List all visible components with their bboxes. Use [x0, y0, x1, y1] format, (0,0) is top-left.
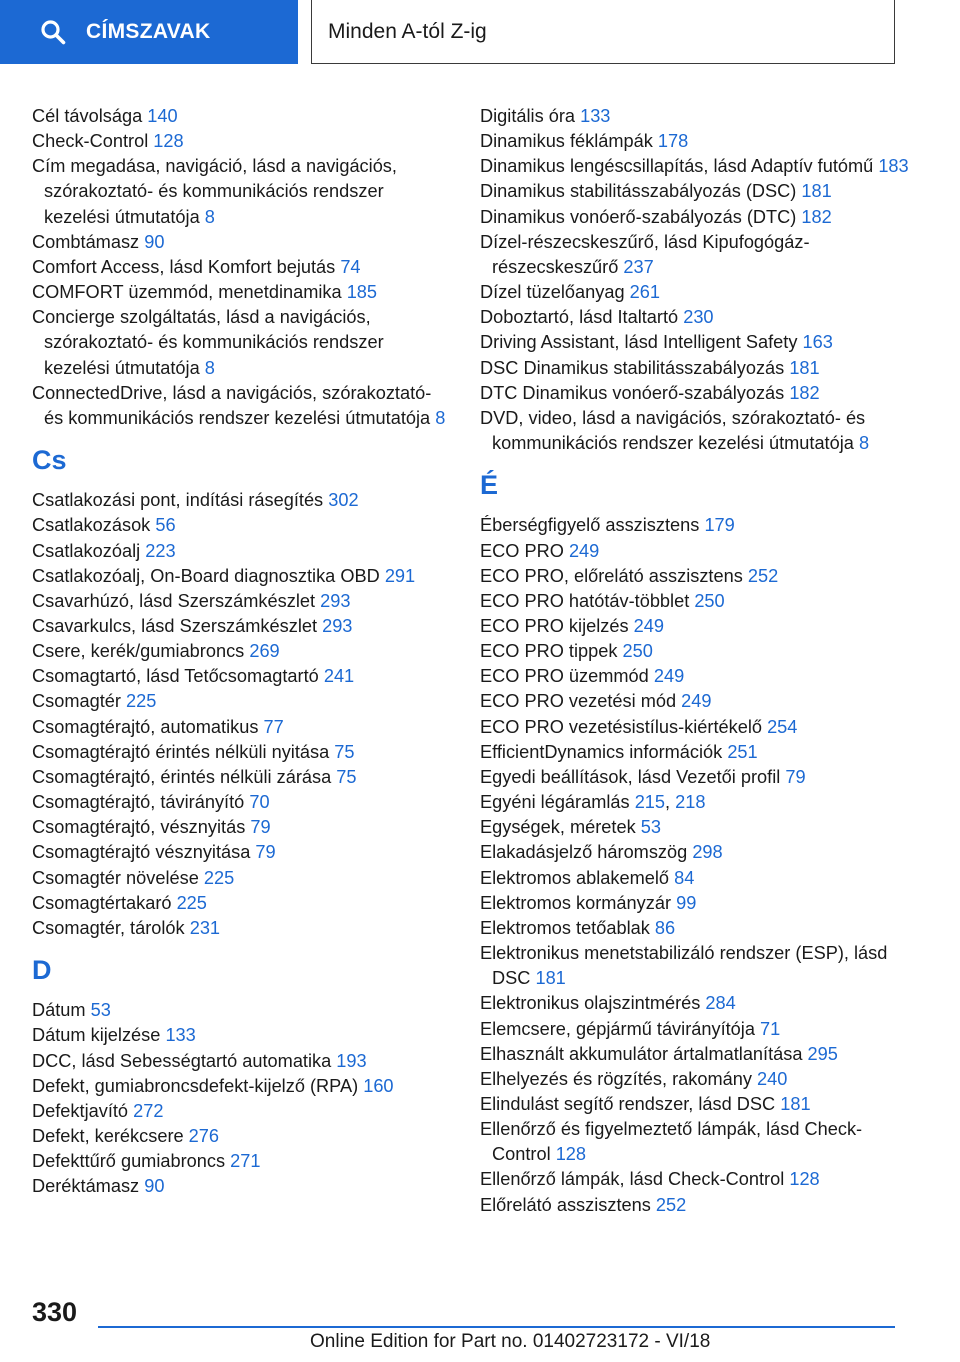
- index-entry-term: Driving Assistant, lásd Intelligent Safety: [480, 332, 803, 353]
- index-entry-term: Csomagtérajtó, automatikus: [32, 716, 264, 737]
- page-link[interactable]: 225: [126, 691, 157, 712]
- index-entry-term: EfficientDynamics információk: [480, 741, 728, 762]
- index-entry-term: Egyedi beállítások, lásd Vezetői profil: [480, 766, 786, 787]
- tab-a-to-z[interactable]: [311, 0, 895, 64]
- index-entry: [480, 564, 910, 589]
- page-link[interactable]: 128: [555, 1144, 587, 1165]
- index-entry-term: ECO PRO tippek: [480, 641, 623, 662]
- page-link[interactable]: 181: [780, 1093, 811, 1114]
- index-entry: [480, 689, 910, 714]
- page-link[interactable]: 181: [789, 357, 820, 378]
- index-entry-term: Előrelátó asszisztens: [480, 1194, 656, 1215]
- index-entry: [32, 1049, 452, 1074]
- page-link[interactable]: 99: [676, 892, 697, 913]
- index-entry-term: Csomagtérajtó, vésznyitás: [32, 817, 251, 838]
- index-entry-term: ECO PRO hatótáv-többlet: [480, 590, 695, 611]
- index-entry: [32, 1124, 452, 1149]
- page-link[interactable]: 53: [640, 817, 661, 838]
- index-entry: [32, 129, 452, 154]
- index-entry-term: DCC, lásd Sebességtartó automatika: [32, 1050, 337, 1071]
- page-link[interactable]: 179: [704, 515, 735, 536]
- page-link[interactable]: 90: [144, 231, 165, 252]
- page-link[interactable]: 140: [147, 106, 178, 126]
- index-entry: [480, 406, 910, 456]
- page-link[interactable]: 249: [653, 666, 685, 687]
- page-link[interactable]: 8: [435, 407, 446, 428]
- page-link[interactable]: 223: [145, 540, 176, 561]
- index-entry: [480, 715, 910, 740]
- page-link[interactable]: 269: [249, 641, 280, 662]
- index-entry: [480, 765, 910, 790]
- index-entry: [480, 1017, 910, 1042]
- page-link[interactable]: 56: [155, 515, 176, 536]
- index-entry-term: Csavarhúzó, lásd Szerszámkészlet: [32, 590, 321, 611]
- index-entry-term: Dinamikus vonóerő-szabályozás (DTC): [480, 206, 802, 227]
- index-entry: [480, 614, 910, 639]
- page-link[interactable]: 261: [629, 282, 660, 303]
- index-entry-term: Defekttűrő gumiabroncs: [32, 1151, 231, 1172]
- index-entry: [480, 1167, 910, 1192]
- index-entry-term: Egyéni légáramlás: [480, 792, 635, 813]
- search-icon: [40, 19, 66, 45]
- page-link[interactable]: 240: [756, 1068, 788, 1089]
- index-entry: [32, 154, 452, 229]
- index-entry-term: ECO PRO vezetésistílus-kiértékelő: [480, 716, 768, 737]
- index-entry: [32, 513, 452, 538]
- index-entry-term: Dátum: [32, 1000, 91, 1021]
- index-entry: [32, 1074, 452, 1099]
- index-entry: [32, 1149, 452, 1174]
- index-entry: [480, 539, 910, 564]
- page-link[interactable]: 8: [858, 433, 870, 454]
- index-entry: [480, 1067, 910, 1092]
- index-entry-term: Dátum kijelzése: [32, 1025, 166, 1046]
- index-entry: [480, 1042, 910, 1067]
- index-entry: [32, 1099, 452, 1124]
- index-entry-term: Digitális óra: [480, 106, 581, 126]
- index-entry-term: Elindulást segítő rendszer, lásd DSC: [480, 1093, 781, 1114]
- index-entry-term: Ellenőrző lámpák, lásd Check-Control: [480, 1169, 790, 1190]
- index-entry-term: Csomagtér: [32, 691, 127, 712]
- index-entry-term: ECO PRO kijelzés: [480, 616, 634, 636]
- page-link[interactable]: 183: [878, 156, 909, 177]
- index-entry-term: Defektjavító: [32, 1100, 134, 1121]
- index-entry-term: Elhelyezés és rögzítés, rakomány: [480, 1068, 757, 1089]
- index-column-right: [480, 104, 910, 1218]
- index-entry-term: DVD, video, lásd a navigációs, szórakoztató- és kommunikációs rendszer kezelési útmutatója: [480, 407, 866, 454]
- index-entry: [480, 154, 910, 179]
- index-entry: [480, 815, 910, 840]
- index-entry: [32, 305, 452, 380]
- index-entry-term: Dinamikus lengéscsillapítás, lásd Adaptív futómű: [480, 156, 879, 177]
- index-entry-term: Elektromos tetőablak: [480, 917, 655, 938]
- page-link[interactable]: 75: [336, 766, 357, 787]
- index-entry-term: Defekt, kerékcsere: [32, 1126, 189, 1146]
- index-entry: [480, 840, 910, 865]
- index-entry-term: Cél távolsága: [32, 106, 148, 126]
- index-entry: [480, 991, 910, 1016]
- page-link[interactable]: 185: [346, 282, 378, 303]
- index-entry: [32, 840, 452, 865]
- index-entry-term: Csomagtér, tárolók: [32, 917, 190, 938]
- index-section-letter: É: [480, 469, 499, 500]
- page-link[interactable]: 249: [568, 540, 600, 561]
- index-entry-term: Csatlakozóalj: [32, 540, 146, 561]
- index-entry-term: Elektromos kormányzár: [480, 892, 677, 913]
- page-link[interactable]: 295: [807, 1043, 838, 1064]
- index-entry: [32, 815, 452, 840]
- tab-keywords[interactable]: [0, 0, 298, 64]
- index-entry-term: Éberségfigyelő asszisztens: [480, 515, 705, 536]
- page-link[interactable]: 182: [801, 206, 832, 227]
- page-link[interactable]: 74: [340, 256, 361, 277]
- index-entry-term: Doboztartó, lásd Italtartó: [480, 307, 684, 328]
- index-entry: [480, 941, 910, 991]
- page-link[interactable]: 291: [384, 565, 416, 586]
- page-link[interactable]: 230: [683, 307, 714, 328]
- index-entry: [480, 916, 910, 941]
- index-entry: [480, 866, 910, 891]
- page-link[interactable]: 133: [580, 106, 611, 126]
- index-entry-term: Combtámasz: [32, 231, 145, 252]
- page-link[interactable]: 193: [336, 1050, 367, 1071]
- index-entry-term: ConnectedDrive, lásd a navigációs, szórakoztató- és kommunikációs rendszer kezelési útmutatója: [32, 382, 436, 428]
- page-link[interactable]: 252: [747, 565, 779, 586]
- page-link[interactable]: 284: [705, 993, 736, 1014]
- page-link[interactable]: 70: [249, 792, 270, 813]
- index-entry: [32, 998, 452, 1023]
- index-entry: [480, 1193, 910, 1218]
- index-entry-term: Cím megadása, navigáció, lásd a navigációs, szórakoztató- és kommunikációs rendszer kezelési útmutatója: [32, 156, 397, 227]
- index-entry: [32, 866, 452, 891]
- page-link[interactable]: 225: [203, 867, 235, 888]
- page-link[interactable]: 250: [694, 590, 725, 611]
- index-entry: [32, 280, 452, 305]
- page-link[interactable]: 8: [204, 357, 215, 378]
- index-entry: [32, 891, 452, 916]
- index-entry-term: Deréktámasz: [32, 1176, 145, 1197]
- index-entry: [480, 330, 910, 355]
- page-link[interactable]: 249: [681, 691, 712, 712]
- index-entry-term: Ellenőrző és figyelmeztető lámpák, lásd Check-Control: [480, 1119, 863, 1165]
- index-entry: [480, 740, 910, 765]
- page-link[interactable]: 293: [320, 590, 351, 611]
- index-entry-term: Defekt, gumiabroncsdefekt-kijelző (RPA): [32, 1075, 364, 1096]
- index-entry: [480, 381, 910, 406]
- index-entry: [480, 230, 910, 280]
- index-entry-term: Elhasznált akkumulátor ártalmatlanítása: [480, 1043, 808, 1064]
- index-entry-term: Csomagtérajtó, érintés nélküli zárása: [32, 766, 337, 787]
- index-entry: [32, 765, 452, 790]
- index-entry: [32, 1023, 452, 1048]
- index-entry: [32, 689, 452, 714]
- index-entry: [32, 255, 452, 280]
- page-link[interactable]: 79: [785, 766, 806, 787]
- index-entry-term: Dinamikus féklámpák: [480, 131, 658, 152]
- page-link[interactable]: 133: [165, 1025, 196, 1046]
- page-link[interactable]: 271: [230, 1151, 261, 1172]
- index-entry: [32, 104, 452, 129]
- index-entry-term: Csomagtér növelése: [32, 867, 204, 888]
- page-link[interactable]: 90: [144, 1176, 165, 1197]
- page-link[interactable]: 75: [334, 741, 355, 762]
- page-link[interactable]: 8: [204, 206, 215, 227]
- index-entry-term: COMFORT üzemmód, menetdinamika: [32, 282, 347, 303]
- page-link[interactable]: 79: [250, 817, 271, 838]
- page-link[interactable]: 86: [654, 917, 676, 938]
- index-entry: [32, 715, 452, 740]
- index-entry: [32, 664, 452, 689]
- index-entry: [480, 1117, 910, 1167]
- page-link[interactable]: 237: [623, 256, 654, 277]
- page-link[interactable]: 241: [323, 666, 355, 687]
- index-entry: [32, 564, 452, 589]
- page-link[interactable]: 276: [188, 1126, 220, 1146]
- index-entry: [32, 740, 452, 765]
- index-entry: [32, 488, 452, 513]
- page-link[interactable]: 272: [133, 1100, 164, 1121]
- index-entry-term: Elektromos ablakemelő: [480, 867, 675, 888]
- index-entry-term: Comfort Access, lásd Komfort bejutás: [32, 256, 341, 277]
- index-entry: [480, 205, 910, 230]
- index-entry: [480, 664, 910, 689]
- index-entry: [480, 356, 910, 381]
- page-link[interactable]: 71: [760, 1018, 781, 1039]
- index-entry: [480, 179, 910, 204]
- footer-edition: Online Edition for Part no. 01402723172 - VI/18: [310, 1331, 711, 1352]
- index-entry: [480, 129, 910, 154]
- page-number: 330: [32, 1297, 78, 1327]
- index-entry-term: Check-Control: [32, 131, 154, 152]
- page-link[interactable]: 84: [674, 867, 695, 888]
- index-entry: [32, 614, 452, 639]
- index-entry: [480, 1092, 910, 1117]
- index-entry: [480, 639, 910, 664]
- index-entry: [32, 916, 452, 941]
- page-link[interactable]: 249: [633, 616, 664, 636]
- index-entry-term: Csatlakozási pont, indítási rásegítés: [32, 490, 329, 511]
- index-entry-term: Csere, kerék/gumiabroncs: [32, 641, 250, 662]
- page-link[interactable]: 128: [153, 131, 184, 152]
- tab-a-to-z-label: Minden A-tól Z-ig: [328, 19, 487, 43]
- index-entry-term: Csomagtartó, lásd Tetőcsomagtartó: [32, 666, 324, 687]
- index-entry: [32, 589, 452, 614]
- index-section-letter: D: [32, 954, 52, 985]
- page-link[interactable]: 79: [255, 842, 276, 863]
- page-link[interactable]: 293: [322, 616, 353, 636]
- index-entry: [480, 104, 910, 129]
- page-link[interactable]: 231: [189, 917, 221, 938]
- index-entry-term: Elemcsere, gépjármű távirányítója: [480, 1018, 761, 1039]
- page-link[interactable]: 77: [263, 716, 284, 737]
- index-entry-term: DSC Dinamikus stabilitásszabályozás: [480, 357, 790, 378]
- index-entry-term: ECO PRO, előrelátó asszisztens: [480, 565, 748, 586]
- index-entry: [32, 230, 452, 255]
- page-link[interactable]: 302: [328, 490, 359, 511]
- index-entry-term: Elektronikus olajszintmérés: [480, 993, 706, 1014]
- index-entry-term: Concierge szolgáltatás, lásd a navigációs, szórakoztató- és kommunikációs rendszer kezelési útmutatója: [32, 307, 384, 378]
- index-entry: [480, 305, 910, 330]
- index-entry-term: DTC Dinamikus vonóerő-szabályozás: [480, 382, 790, 403]
- index-entry-term: ECO PRO üzemmód: [480, 666, 654, 687]
- page-link[interactable]: 252: [655, 1194, 687, 1215]
- index-entry: [480, 513, 910, 538]
- index-entry-term: Csavarkulcs, lásd Szerszámkészlet: [32, 616, 323, 636]
- index-entry: Egyéni légáramlás 215, 218: [480, 792, 706, 813]
- page-link[interactable]: 225: [176, 892, 207, 913]
- page-link[interactable]: 218: [675, 792, 706, 813]
- index-entry: [32, 381, 452, 431]
- index-entry-term: Elektronikus menetstabilizáló rendszer (ESP), lásd DSC: [480, 943, 888, 989]
- index-entry-term: Elakadásjelző háromszög: [480, 842, 693, 863]
- page-link[interactable]: 181: [801, 181, 832, 202]
- index-entry-term: Csomagtérajtó, távirányító: [32, 792, 250, 813]
- index-entry-term: ECO PRO vezetési mód: [480, 691, 682, 712]
- page-link[interactable]: 215: [634, 792, 666, 813]
- index-entry-term: Dízel-részecskeszűrő, lásd Kipufogógáz-részecskeszűrő: [480, 231, 810, 277]
- page-link[interactable]: 250: [622, 641, 653, 662]
- index-entry-term: Csomagtérajtó érintés nélküli nyitása: [32, 741, 335, 762]
- top-navigation: [0, 0, 960, 66]
- index-column-left: [32, 104, 452, 1199]
- page-link[interactable]: 163: [802, 332, 833, 353]
- page-link[interactable]: 160: [363, 1075, 394, 1096]
- index-entry: [480, 891, 910, 916]
- index-entry-term: Csomagtérajtó vésznyitása: [32, 842, 256, 863]
- index-entry: [480, 589, 910, 614]
- page-link[interactable]: 181: [535, 968, 566, 989]
- page-link[interactable]: 254: [767, 716, 798, 737]
- page-link[interactable]: 182: [789, 382, 820, 403]
- page-link[interactable]: 298: [692, 842, 723, 863]
- index-entry: [32, 639, 452, 664]
- tab-keywords-label: CÍMSZAVAK: [86, 20, 211, 43]
- footer-divider: [98, 1326, 895, 1328]
- page-link[interactable]: 128: [789, 1169, 820, 1190]
- index-entry-term: Dízel tüzelőanyag: [480, 282, 630, 303]
- index-section-letter: Cs: [32, 444, 67, 475]
- page-link[interactable]: 178: [657, 131, 689, 152]
- index-entry-term: Csatlakozások: [32, 515, 156, 536]
- index-entry: [32, 790, 452, 815]
- index-entry-term: Dinamikus stabilitásszabályozás (DSC): [480, 181, 802, 202]
- index-entry: [480, 280, 910, 305]
- index-entry-term: Egységek, méretek: [480, 817, 641, 838]
- index-entry: [32, 1174, 452, 1199]
- index-entry-term: ECO PRO: [480, 540, 569, 561]
- index-entry-term: Csomagtértakaró: [32, 892, 177, 913]
- page-link[interactable]: 53: [90, 1000, 111, 1021]
- index-entry-term: Csatlakozóalj, On-Board diagnosztika OBD: [32, 565, 385, 586]
- page-link[interactable]: 251: [727, 741, 758, 762]
- index-entry: [32, 539, 452, 564]
